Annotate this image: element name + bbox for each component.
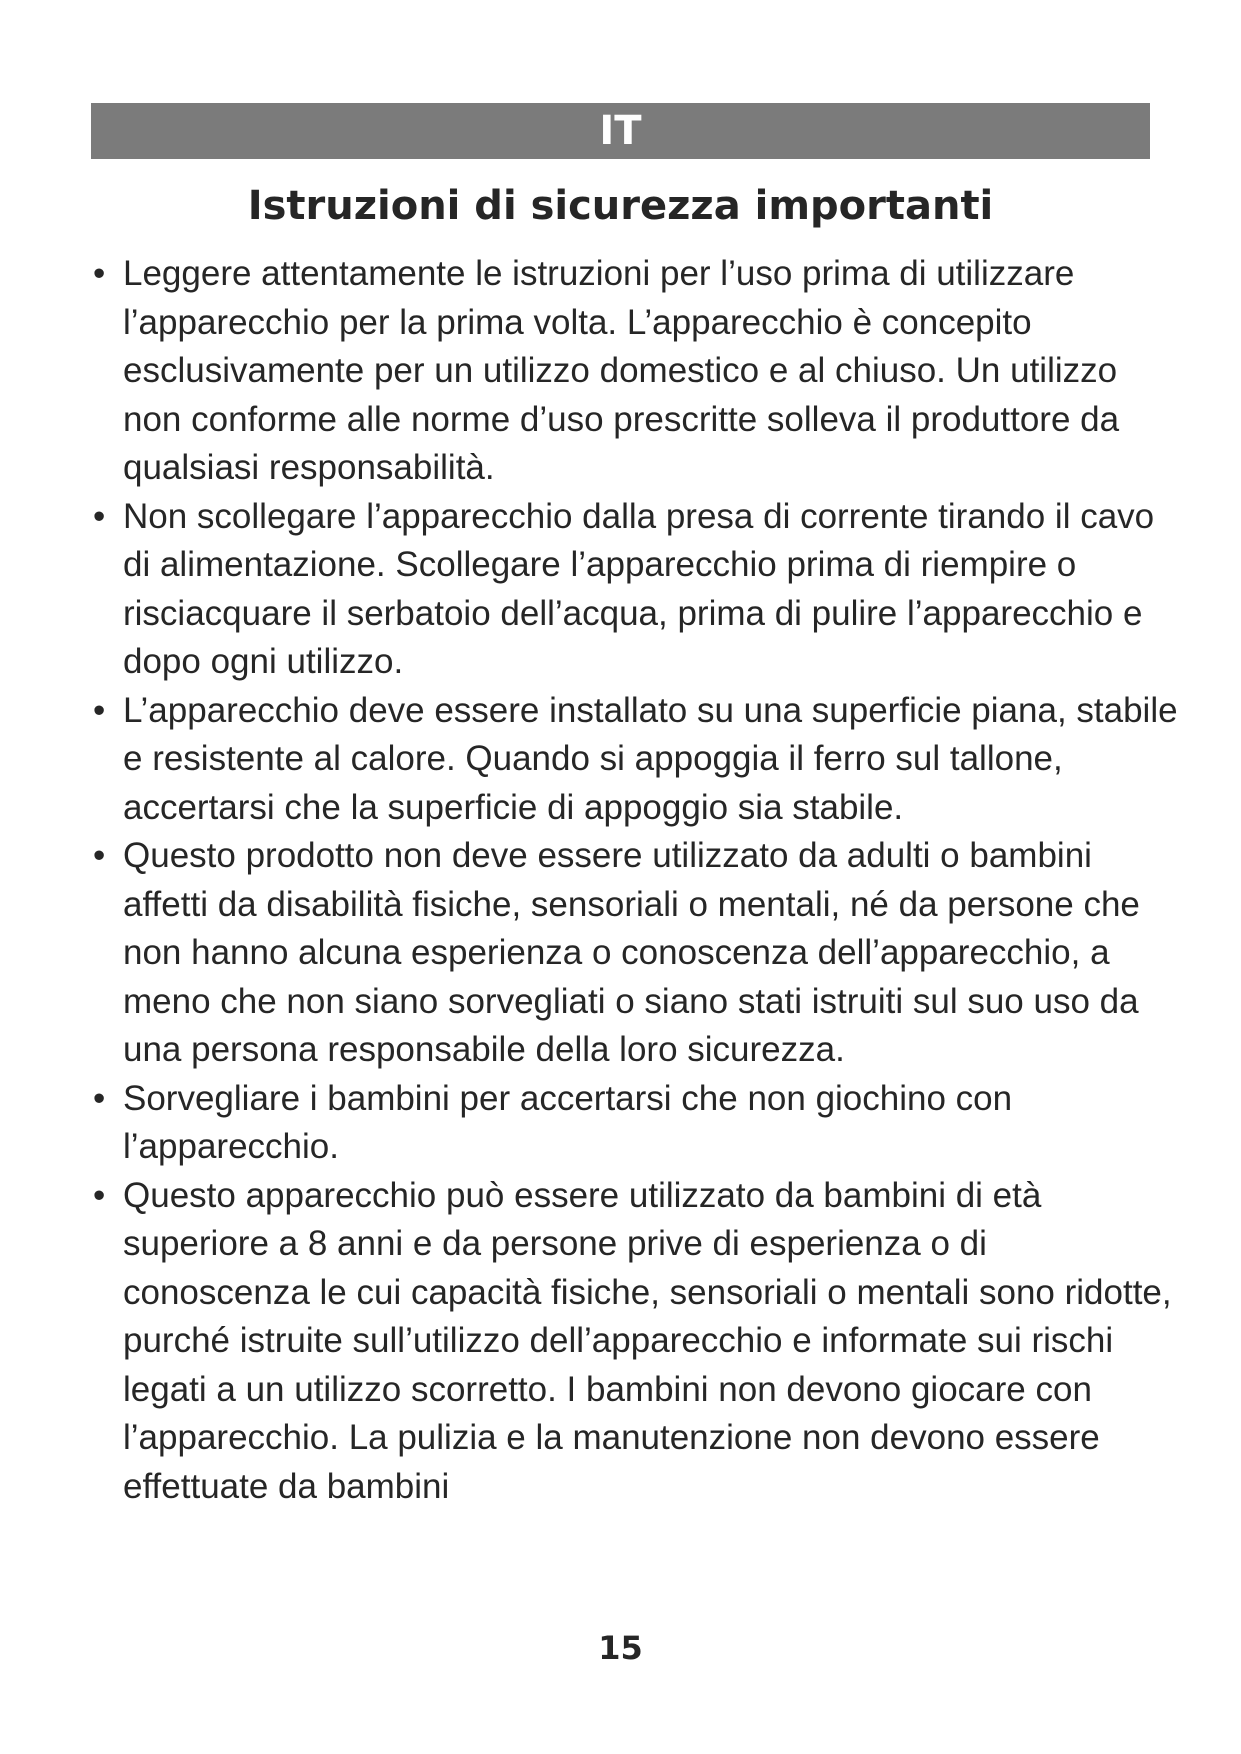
language-header-bar [91, 103, 1150, 159]
list-item [91, 687, 1181, 833]
list-item [91, 250, 1181, 493]
instruction-text: Questo prodotto non deve essere utilizzato da adulti o bambini affetti da disabilità fisiche, sensoriali o mentali, né da persone che non hanno alcuna esperienza o conoscenza dell’apparecchio, a meno che non siano sorvegliati o siano stati istruiti sul suo uso da una persona responsabile della loro sicurezza. [123, 836, 1140, 1069]
list-item [91, 1172, 1181, 1512]
bullet-icon: • [93, 254, 106, 293]
page-number: 15 [598, 1629, 643, 1667]
bullet-icon: • [93, 1175, 106, 1215]
list-item [91, 493, 1181, 687]
list-item [91, 1075, 1181, 1172]
bullet-icon: • [93, 690, 106, 730]
instruction-text: Sorvegliare i bambini per accertarsi che non giochino con l’apparecchio. [123, 1078, 1013, 1166]
list-item [91, 832, 1181, 1075]
bullet-icon: • [93, 836, 106, 875]
safety-instructions-list [91, 250, 1181, 1511]
instruction-text: L’apparecchio deve essere installato su una superficie piana, stabile e resistente al calore. Quando si appoggia il ferro sul tallone, accertarsi che la superficie di appoggio sia stabile. [123, 690, 1178, 827]
bullet-icon: • [93, 496, 106, 536]
instruction-text: Leggere attentamente le istruzioni per l’uso prima di utilizzare l’apparecchio per la prima volta. L’apparecchio è concepito esclusivamente per un utilizzo domestico e al chiuso. Un utilizzo non conforme alle norme d’uso prescritte solleva il produttore da qualsiasi responsabilità. [123, 254, 1120, 487]
instruction-text: Non scollegare l’apparecchio dalla presa di corrente tirando il cavo di alimentazione. Scollegare l’apparecchio prima di riempire o risciacquare il serbatoio dell’acqua, prima di pulire l’apparecchio e dopo ogni utilizzo. [123, 496, 1155, 681]
instruction-text: Questo apparecchio può essere utilizzato da bambini di età superiore a 8 anni e da persone prive di esperienza o di conoscenza le cui capacità fisiche, sensoriali o mentali sono ridotte, purché istruite sull’utilizzo dell’apparecchio e informate sui rischi legati a un utilizzo scorretto. I bambini non devono giocare con l’apparecchio. La pulizia e la manutenzione non devono essere effettuate da bambini [123, 1175, 1172, 1506]
bullet-icon: • [93, 1078, 106, 1118]
language-code: IT [599, 108, 642, 154]
page-title: Istruzioni di sicurezza importanti [247, 183, 994, 229]
